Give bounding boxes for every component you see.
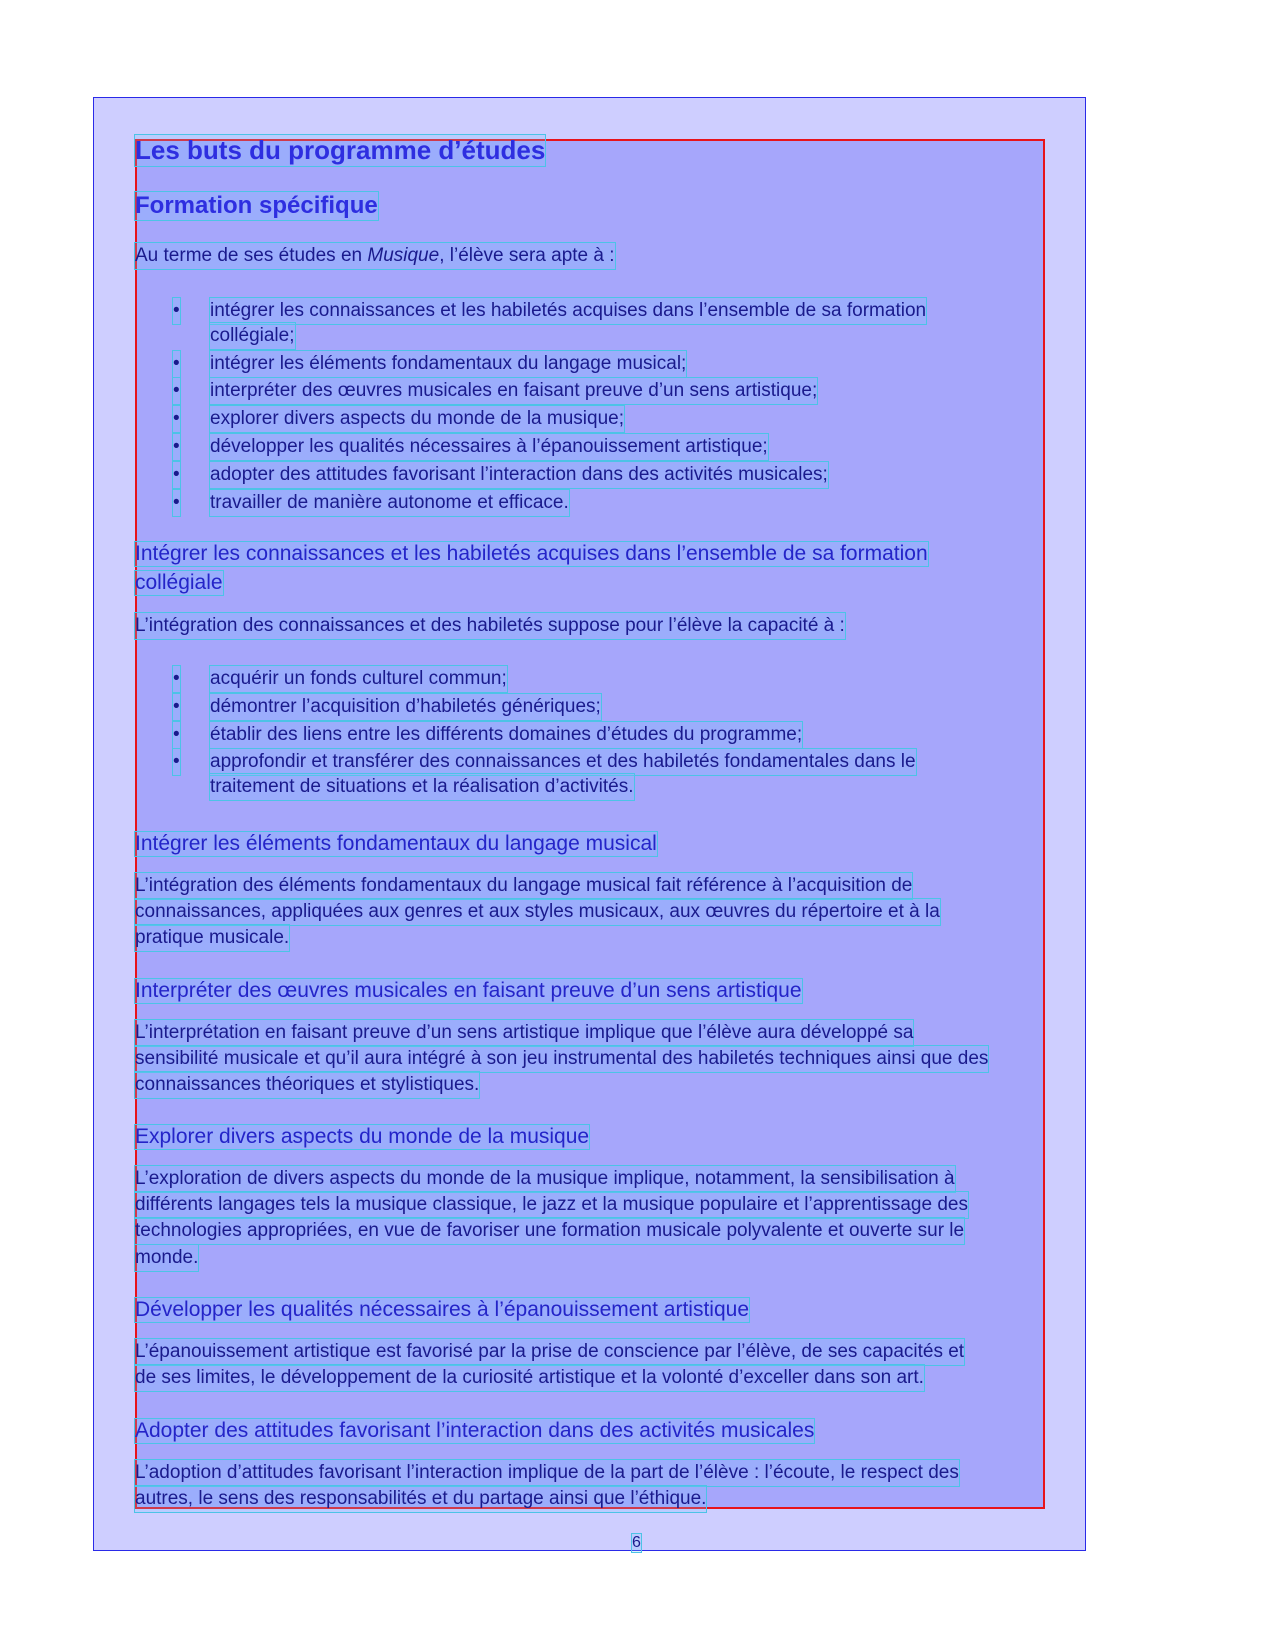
- paragraph-line: pratique musicale.: [135, 925, 289, 951]
- paragraph-line: de ses limites, le développement de la curiosité artistique et la volonté d’exceller dans son art.: [135, 1365, 924, 1391]
- page-number: 6: [632, 1534, 641, 1551]
- section-heading: Intégrer les connaissances et les habiletés acquises dans l’ensemble de sa formation: [135, 542, 928, 565]
- section-heading-continued: collégiale: [135, 571, 223, 594]
- paragraph-line: L’épanouissement artistique est favorisé par la prise de conscience par l’élève, de ses capacités et: [135, 1339, 964, 1365]
- paragraph-line: technologies appropriées, en vue de favoriser une formation musicale polyvalente et ouverte sur le: [135, 1218, 964, 1244]
- paragraph-line: autres, le sens des responsabilités et du partage ainsi que l’éthique.: [135, 1486, 706, 1512]
- document-body: Les buts du programme d’études Formation spécifique Au terme de ses études en Musique, l’élève sera apte à : • intégrer les connaissances et les habiletés acquises dans l’ensemble de sa formation collégiale; • intégrer les éléments fondamentaux du langage musical; • interpréter des œuvres musicales en faisant preuve d’un sens artistique; • explorer divers aspects du monde de la musique; • développer les qualités nécessaires à l’épanouissement artistique; • adopter des attitudes favorisant l’interaction dans des activités musicales; • travailler de manière autonome et efficace. Intégrer les connaissances et les habiletés acquises dans l’ensemble de sa formation collégiale L’intégration des connaissances et des habiletés suppose pour l’élève la capacité à : • acquérir un fonds culturel commun; • démontrer l’acquisition d’habiletés génériques; • établir des liens entre les différents domaines d’études du programme; • approfondir et transférer des connaissances et des habiletés fondamentales dans le traitement de situations et la réalisation d’activités. Intégrer les éléments fondamentaux du langage musical L’intégration des éléments fondamentaux du langage musical fait référence à l’acquisition de connaissances, appliquées aux genres et aux styles musicaux, aux œuvres du répertoire et à la pratique musicale. Interpréter des œuvres musicales en faisant preuve d’un sens artistique L’interprétation en faisant preuve d’un sens artistique implique que l’élève aura développé sa sensibilité musicale et qu’il aura intégré à son jeu instrumental des habiletés techniques ainsi que des connaissances théoriques et stylistiques. Explorer divers aspects du monde de la musique L’exploration de divers aspects du monde de la musique implique, notamment, la sensibilisation à différents langages tels la musique classique, le jazz et la musique populaire et l’apprentissage des technologies appropriées, en vue de favoriser une formation musicale polyvalente et ouverte sur le monde. Développer les qualités nécessaires à l’épanouissement artistique L’épanouissement artistique est favorisé par la prise de conscience par l’élève, de ses capacités et de ses limites, le développement de la curiosité artistique et la volonté d’exceller dans son art. Adopter des attitudes favorisant l’interaction dans des activités musicales L’adoption d’attitudes favorisant l’interaction implique de la part de l’élève : l’écoute, le respect des autres, le sens des responsabilités et du partage ainsi que l’éthique.: [135, 0, 1145, 1651]
- paragraph-line: monde.: [135, 1245, 198, 1271]
- paragraph-line: sensibilité musicale et qu’il aura intégré à son jeu instrumental des habiletés techniques ainsi que des: [135, 1046, 988, 1072]
- paragraph-line: connaissances, appliquées aux genres et aux styles musicaux, aux œuvres du répertoire et à la: [135, 899, 940, 925]
- page-title: Les buts du programme d’études: [135, 135, 546, 165]
- paragraph-line: connaissances théoriques et stylistiques.: [135, 1072, 479, 1098]
- paragraph-line: L’interprétation en faisant preuve d’un sens artistique implique que l’élève aura développé sa: [135, 1020, 913, 1046]
- section-heading: Développer les qualités nécessaires à l’épanouissement artistique: [135, 1298, 750, 1321]
- paragraph-line: L’intégration des éléments fondamentaux du langage musical fait référence à l’acquisition de: [135, 873, 912, 899]
- section-heading: Adopter des attitudes favorisant l’interaction dans des activités musicales: [135, 1419, 815, 1442]
- section-heading: Interpréter des œuvres musicales en faisant preuve d’un sens artistique: [135, 979, 802, 1002]
- paragraph-line: L’adoption d’attitudes favorisant l’interaction implique de la part de l’élève : l’écoute, le respect des: [135, 1460, 959, 1486]
- intro-paragraph: Au terme de ses études en Musique, l’élève sera apte à :: [135, 243, 615, 269]
- paragraph-line: différents langages tels la musique classique, le jazz et la musique populaire et l’apprentissage des: [135, 1192, 968, 1218]
- section-lead: L’intégration des connaissances et des habiletés suppose pour l’élève la capacité à :: [135, 613, 845, 639]
- paragraph-line: L’exploration de divers aspects du monde de la musique implique, notamment, la sensibilisation à: [135, 1166, 955, 1192]
- section-subtitle: Formation spécifique: [135, 192, 378, 219]
- section-heading: Intégrer les éléments fondamentaux du langage musical: [135, 832, 657, 855]
- section-heading: Explorer divers aspects du monde de la musique: [135, 1125, 590, 1148]
- intro-emphasis: Musique: [367, 245, 440, 266]
